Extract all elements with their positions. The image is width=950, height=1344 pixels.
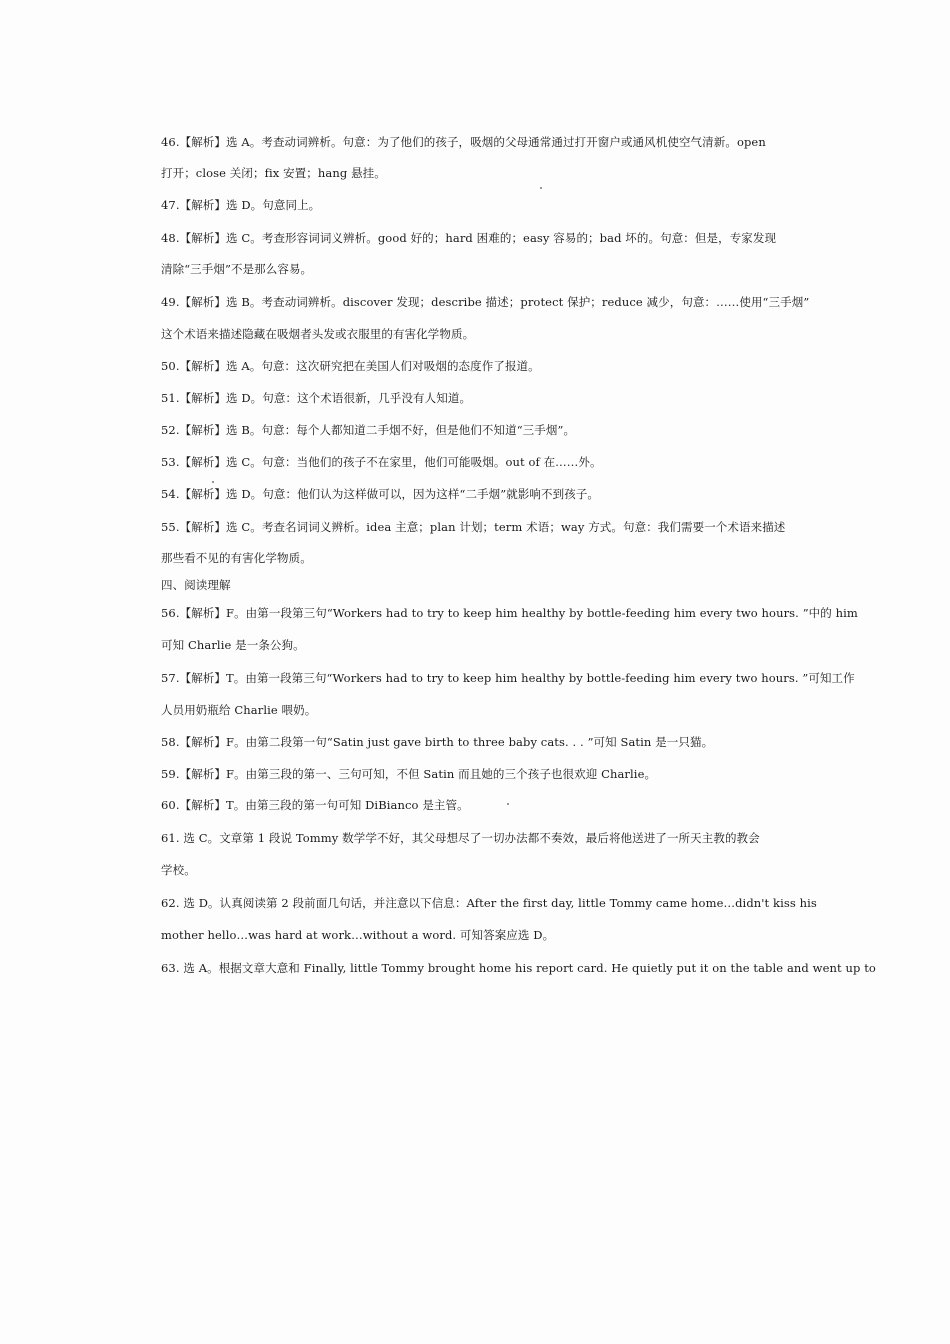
answer-60: 60.【解析】T。由第三段的第一句可知 DiBianco 是主管。 [161, 798, 469, 812]
answer-57-line-2: 人员用奶瓶给 Charlie 喂奶。 [161, 703, 317, 717]
scan-speck [540, 187, 542, 189]
scan-speck [507, 803, 509, 805]
answer-55-line-1: 55.【解析】选 C。考查名词词义辨析。idea 主意；plan 计划；term 术语；way 方式。句意：我们需要一个术语来描述 [161, 520, 786, 534]
answer-54: 54.【解析】选 D。句意：他们认为这样做可以，因为这样“二手烟”就影响不到孩子。 [161, 487, 600, 501]
answer-61-line-1: 61. 选 C。文章第 1 段说 Tommy 数学学不好，其父母想尽了一切办法都不奏效，最后将他送进了一所天主教的教会 [161, 831, 760, 845]
answer-51: 51.【解析】选 D。句意：这个术语很新，几乎没有人知道。 [161, 391, 472, 405]
section-heading-reading: 四、阅读理解 [161, 578, 231, 592]
answer-56-line-1: 56.【解析】F。由第一段第三句“Workers had to try to keep him healthy by bottle-feeding him every two hours. ”中的 him [161, 606, 858, 620]
answer-62-line-2: mother hello…was hard at work…without a word. 可知答案应选 D。 [161, 928, 555, 942]
answer-48-line-2: 清除“三手烟”不是那么容易。 [161, 262, 313, 276]
answer-55-line-2: 那些看不见的有害化学物质。 [161, 551, 312, 565]
answer-57-line-1: 57.【解析】T。由第一段第三句“Workers had to try to keep him healthy by bottle-feeding him every two hours. ”可知工作 [161, 671, 855, 685]
answer-46-line-2: 打开；close 关闭；fix 安置；hang 悬挂。 [161, 166, 386, 180]
answer-49-line-1: 49.【解析】选 B。考查动词辨析。discover 发现；describe 描述；protect 保护；reduce 减少，句意：……使用“三手烟” [161, 295, 810, 309]
answer-63-line-1: 63. 选 A。根据文章大意和 Finally, little Tommy brought home his report card. He quietly put it on the table and went up to [161, 961, 876, 975]
answer-49-line-2: 这个术语来描述隐藏在吸烟者头发或衣服里的有害化学物质。 [161, 327, 475, 341]
answer-46-line-1: 46.【解析】选 A。考查动词辨析。句意：为了他们的孩子，吸烟的父母通常通过打开窗户或通风机使空气清新。open [161, 135, 766, 149]
answer-58: 58.【解析】F。由第二段第一句“Satin just gave birth to three baby cats. . . ”可知 Satin 是一只猫。 [161, 735, 714, 749]
answer-52: 52.【解析】选 B。句意：每个人都知道二手烟不好，但是他们不知道“三手烟”。 [161, 423, 576, 437]
answer-47: 47.【解析】选 D。句意同上。 [161, 198, 321, 212]
scan-speck [212, 481, 214, 483]
answer-48-line-1: 48.【解析】选 C。考查形容词词义辨析。good 好的；hard 困难的；easy 容易的；bad 坏的。句意：但是，专家发现 [161, 231, 777, 245]
answer-62-line-1: 62. 选 D。认真阅读第 2 段前面几句话，并注意以下信息：After the first day, little Tommy came home…didn't kiss his [161, 896, 817, 910]
answer-56-line-2: 可知 Charlie 是一条公狗。 [161, 638, 305, 652]
answer-53: 53.【解析】选 C。句意：当他们的孩子不在家里，他们可能吸烟。out of 在……外。 [161, 455, 602, 469]
answer-50: 50.【解析】选 A。句意：这次研究把在美国人们对吸烟的态度作了报道。 [161, 359, 540, 373]
answer-61-line-2: 学校。 [161, 863, 196, 877]
answer-59: 59.【解析】F。由第三段的第一、三句可知，不但 Satin 而且她的三个孩子也很欢迎 Charlie。 [161, 767, 657, 781]
